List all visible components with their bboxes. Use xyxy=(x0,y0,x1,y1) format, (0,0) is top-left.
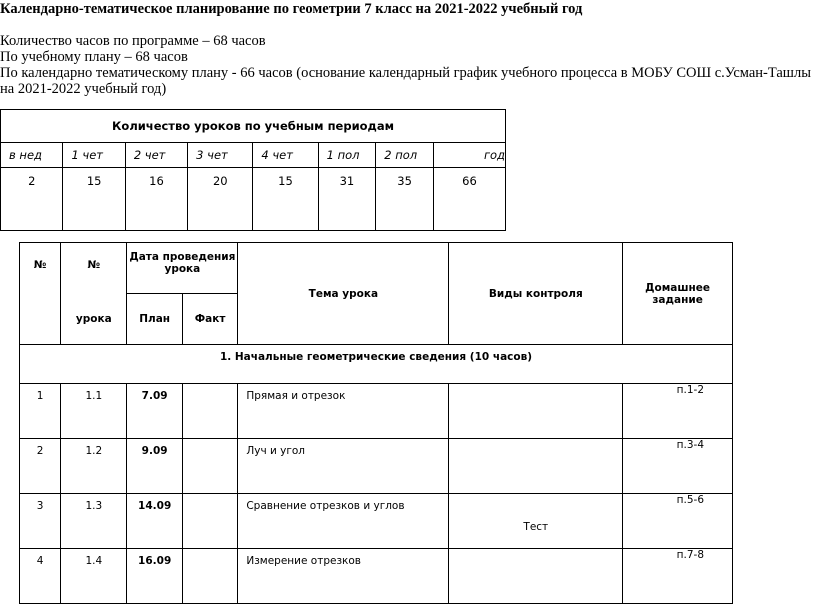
table-row xyxy=(20,439,733,494)
row-topic: Прямая и отрезок xyxy=(238,384,449,439)
period-val-q1: 15 xyxy=(63,168,125,231)
row-plan: 7.09 xyxy=(127,384,183,439)
header-date: Дата проведения урока xyxy=(127,243,238,294)
row-fact xyxy=(182,384,237,439)
row-control: Тест xyxy=(449,494,623,549)
row-control xyxy=(449,439,623,494)
period-val-week: 2 xyxy=(1,168,63,231)
row-lesson: 1.1 xyxy=(61,384,127,439)
section-title: 1. Начальные геометрические сведения (10 часов) xyxy=(20,345,733,384)
table-row xyxy=(20,494,733,549)
row-topic: Сравнение отрезков и углов xyxy=(238,494,449,549)
header-plan: План xyxy=(127,294,183,345)
row-num: 1 xyxy=(20,384,61,439)
table-row xyxy=(20,384,733,439)
period-val-h1: 31 xyxy=(318,168,376,231)
row-lesson: 1.4 xyxy=(61,549,127,604)
row-plan: 9.09 xyxy=(127,439,183,494)
lessons-table xyxy=(19,242,733,604)
hours-calendar-line: По календарно тематическому плану - 66 часов (основание календарный график учебного процесса в МОБУ СОШ с.Усман-Ташлы xyxy=(0,65,811,81)
header-num: № xyxy=(20,243,61,345)
row-fact xyxy=(182,494,237,549)
row-homework: п.5-6 xyxy=(623,494,733,549)
row-num: 2 xyxy=(20,439,61,494)
table-row xyxy=(20,549,733,604)
row-topic: Измерение отрезков xyxy=(238,549,449,604)
period-val-year: 66 xyxy=(433,168,505,231)
period-col-h2: 2 пол xyxy=(376,143,434,168)
row-control xyxy=(449,384,623,439)
period-col-q4: 4 чет xyxy=(253,143,318,168)
hours-plan-line: По учебному плану – 68 часов xyxy=(0,49,188,65)
row-fact xyxy=(182,549,237,604)
row-num: 4 xyxy=(20,549,61,604)
row-plan: 14.09 xyxy=(127,494,183,549)
period-col-q2: 2 чет xyxy=(125,143,187,168)
row-control xyxy=(449,549,623,604)
period-val-q4: 15 xyxy=(253,168,318,231)
period-col-week: в нед xyxy=(1,143,63,168)
row-lesson: 1.3 xyxy=(61,494,127,549)
row-homework: п.3-4 xyxy=(623,439,733,494)
row-plan: 16.09 xyxy=(127,549,183,604)
period-val-q2: 16 xyxy=(125,168,187,231)
header-lesson-label: урока xyxy=(61,294,127,345)
row-homework: п.7-8 xyxy=(623,549,733,604)
document-title: Календарно-тематическое планирование по геометрии 7 класс на 2021-2022 учебный год xyxy=(0,1,583,17)
hours-calendar-line-cont: на 2021-2022 учебный год) xyxy=(0,81,167,97)
header-control: Виды контроля xyxy=(449,243,623,345)
row-topic: Луч и угол xyxy=(238,439,449,494)
period-col-q3: 3 чет xyxy=(188,143,253,168)
header-fact: Факт xyxy=(182,294,237,345)
period-col-year: год xyxy=(433,143,505,168)
row-fact xyxy=(182,439,237,494)
hours-program-line: Количество часов по программе – 68 часов xyxy=(0,33,266,49)
row-lesson: 1.2 xyxy=(61,439,127,494)
header-homework: Домашнее задание xyxy=(623,243,733,345)
period-val-h2: 35 xyxy=(376,168,434,231)
row-num: 3 xyxy=(20,494,61,549)
periods-header: Количество уроков по учебным периодам xyxy=(1,110,506,143)
periods-table xyxy=(0,109,506,231)
period-val-q3: 20 xyxy=(188,168,253,231)
header-topic: Тема урока xyxy=(238,243,449,345)
header-lesson-num: № xyxy=(61,243,127,294)
period-col-q1: 1 чет xyxy=(63,143,125,168)
row-homework: п.1-2 xyxy=(623,384,733,439)
period-col-h1: 1 пол xyxy=(318,143,376,168)
